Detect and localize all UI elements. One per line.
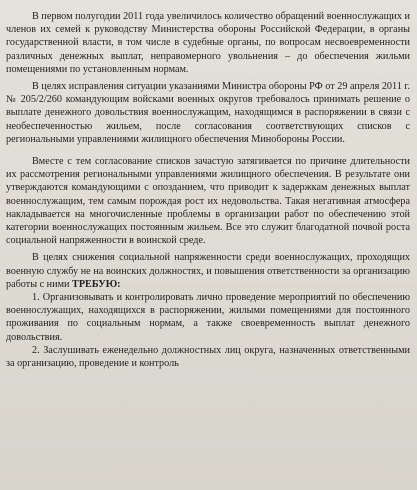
- paragraph-demand-intro: [6, 251, 410, 291]
- paragraph-minister-instructions: В целях исправления ситуации указаниями Министра обороны РФ от 29 апреля 2011 г. № 205/2/260 командующим войсками военных округов требовалось принимать решение о выплате денежного довольствия военнослужащим, находящимся в распоряжении в связи с необеспеченностью жильем, после согласования соответствующих списков с региональными управлениями жилищного обеспечения Минобороны России.: [6, 81, 410, 145]
- paragraph-complaints: В первом полугодии 2011 года увеличилось количество обращений военнослужащих и членов их семей к руководству Министерства обороны Российской Федерации, в органы государственной власти, в том числе в судебные органы, по вопросам несвоевременности различных денежных выплат, неправомерного увольнения – до обеспечения жильми помещениями по установленным нормам.: [6, 11, 410, 75]
- list-item: 2. Заслушивать еженедельно должностных лиц округа, назначенных ответственными за организацию, проведение и контроль: [6, 344, 410, 370]
- demand-heading: ТРЕБУЮ:: [72, 278, 121, 290]
- demand-intro-text: В целях снижения социальной напряженности среди военнослужащих, проходящих военную службу не на воинских должностях, и повышения ответственности за организацию работы с ними: [6, 252, 410, 290]
- list-item: 1. Организовывать и контролировать лично проведение мероприятий по обеспечению военнослужащих, находящихся в распоряжении, жилыми помещениями для постоянного проживания по социальным нормам, а также своевременность выплат денежного довольствия.: [6, 292, 410, 343]
- document-body: [6, 10, 410, 370]
- paragraph-delays: Вместе с тем согласование списков зачастую затягивается по причине длительности их рассмотрения региональными управлениями жилищного обеспечения. В результате они утверждаются командующими с опозданием, что приводит к задержкам денежных выплат военнослужащим, тем самым порождая рост их недовольства. Такая негативная атмосфера накладывается на многочисленные проблемы в организации работ по обеспечению этой категории военнослужащих постоянным жильем. Все это служит благодатной почвой роста социальной напряженности в воинской среде.: [6, 156, 410, 247]
